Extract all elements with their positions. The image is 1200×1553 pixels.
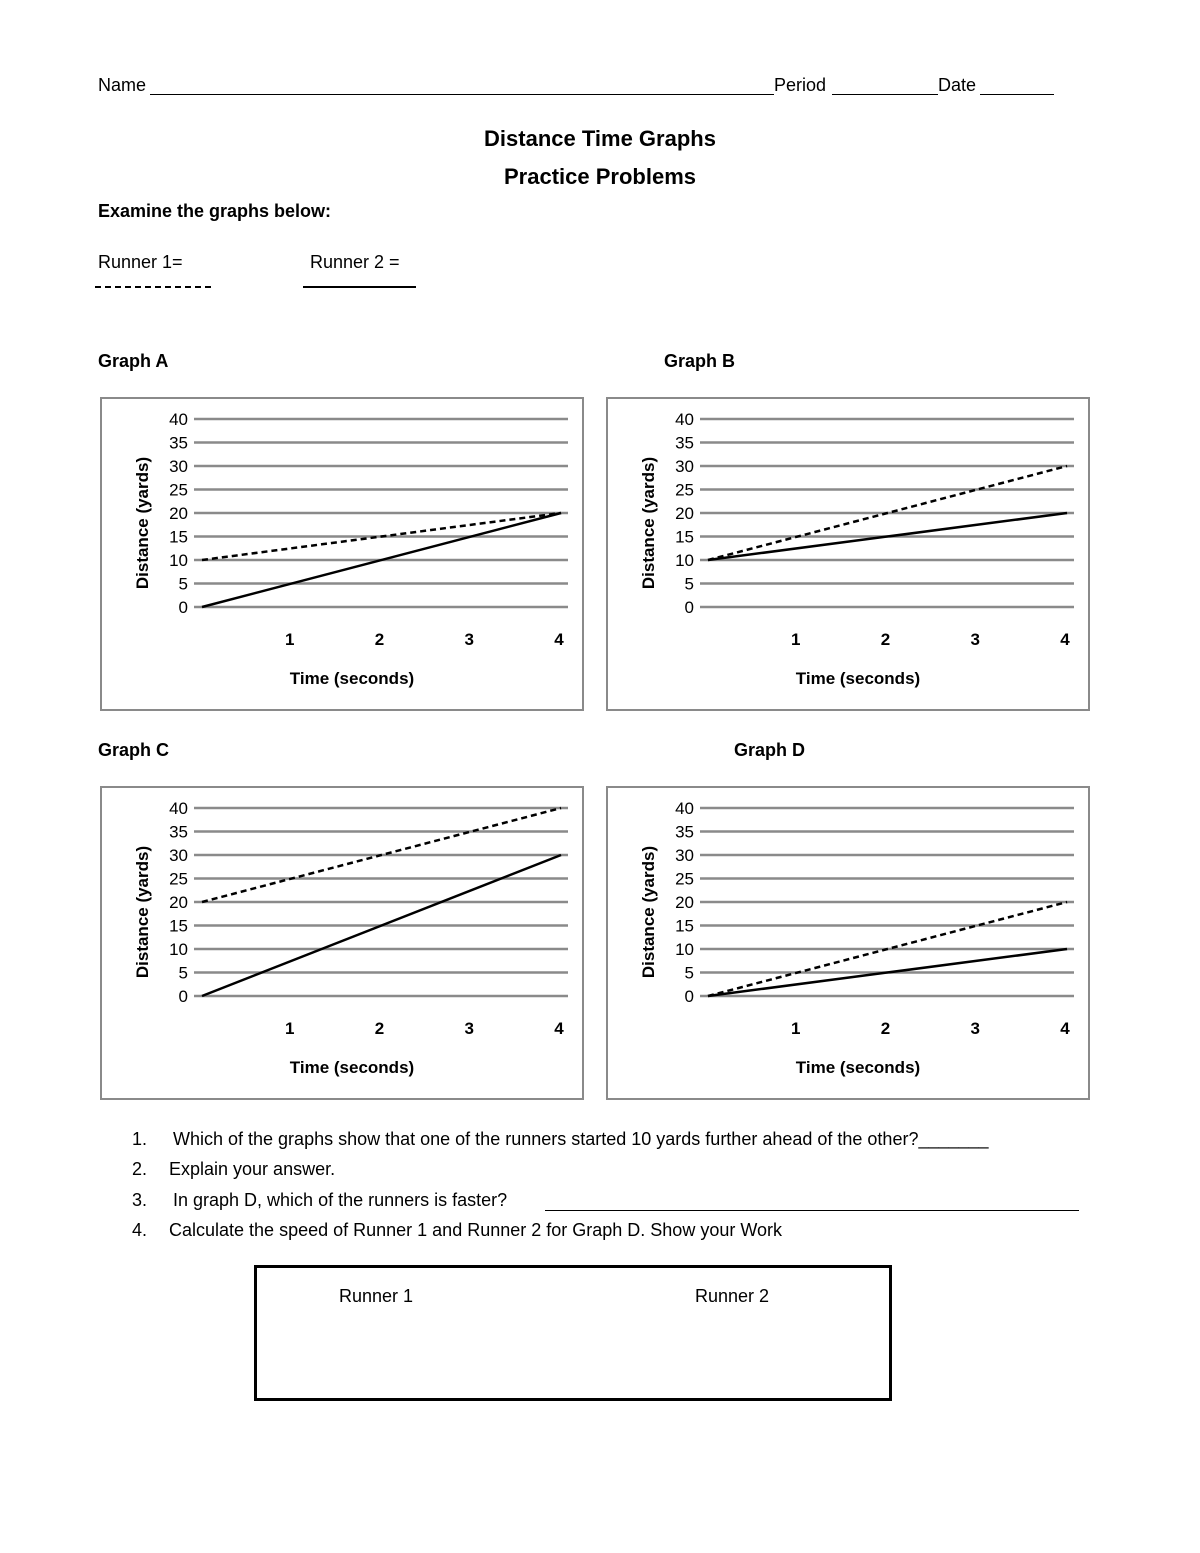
y-tick-label: 35 [675, 433, 694, 453]
page-title: Distance Time Graphs [484, 126, 716, 151]
x-tick-label: 2 [880, 630, 891, 649]
y-tick-label: 30 [675, 846, 694, 865]
x-tick-label: 4 [1060, 1019, 1070, 1038]
instruction-text: Examine the graphs below: [98, 201, 332, 221]
legend-runner2-label: Runner 2 = [310, 252, 400, 272]
question-1-text: Which of the graphs show that one of the runners started 10 yards further ahead of the other?_______ [173, 1129, 989, 1149]
x-tick-label: 2 [374, 1019, 385, 1038]
page-subtitle: Practice Problems [504, 164, 696, 189]
y-tick-label: 25 [169, 869, 188, 889]
legend-solid-line [303, 286, 416, 288]
y-tick-label: 25 [675, 869, 694, 889]
question-3-number: 3. [132, 1190, 148, 1210]
date-label: Date [938, 75, 977, 95]
y-tick-label: 0 [684, 987, 694, 1006]
y-tick-label: 15 [675, 916, 694, 936]
y-tick-label: 15 [675, 527, 694, 547]
graph-a-svg [102, 399, 586, 713]
y-tick-label: 25 [169, 480, 188, 500]
x-tick-label: 3 [464, 630, 475, 649]
y-tick-label: 40 [675, 799, 694, 818]
question-3-text: In graph D, which of the runners is faster? [173, 1190, 508, 1210]
question-2-text: Explain your answer. [169, 1159, 336, 1179]
period-label: Period [774, 75, 827, 95]
x-tick-label: 4 [554, 1019, 564, 1038]
question-1-number: 1. [132, 1129, 148, 1149]
y-tick-label: 20 [169, 893, 188, 912]
x-axis-label: Time (seconds) [795, 1058, 921, 1077]
y-tick-label: 40 [169, 799, 188, 818]
y-tick-label: 0 [178, 987, 188, 1006]
y-tick-label: 40 [675, 410, 694, 429]
graph-d-svg [608, 788, 1092, 1102]
y-tick-label: 25 [675, 480, 694, 500]
y-tick-label: 40 [169, 410, 188, 429]
question-2-number: 2. [132, 1159, 148, 1179]
period-field-line[interactable] [832, 94, 938, 95]
x-tick-label: 3 [970, 630, 981, 649]
y-tick-label: 35 [675, 822, 694, 842]
x-tick-label: 3 [970, 1019, 981, 1038]
graph-a-chart [100, 397, 584, 711]
y-tick-label: 30 [675, 457, 694, 476]
legend-dashed-line [95, 286, 211, 288]
y-tick-label: 35 [169, 822, 188, 842]
x-axis-label: Time (seconds) [289, 669, 415, 688]
y-tick-label: 35 [169, 433, 188, 453]
graph-c-label: Graph C [98, 740, 170, 760]
y-tick-label: 0 [684, 598, 694, 617]
y-axis-label: Distance (yards) [133, 845, 152, 979]
x-tick-label: 4 [1060, 630, 1070, 649]
question-4-text: Calculate the speed of Runner 1 and Runner 2 for Graph D. Show your Work [169, 1220, 783, 1240]
x-tick-label: 1 [285, 1019, 295, 1038]
graph-b-chart [606, 397, 1090, 711]
y-tick-label: 20 [675, 893, 694, 912]
graph-c-svg [102, 788, 586, 1102]
y-tick-label: 5 [178, 574, 188, 594]
x-tick-label: 4 [554, 630, 564, 649]
y-tick-label: 10 [169, 940, 188, 959]
y-tick-label: 5 [684, 963, 694, 983]
graph-b-svg [608, 399, 1092, 713]
graph-d-label: Graph D [734, 740, 806, 760]
y-tick-label: 15 [169, 916, 188, 936]
x-tick-label: 3 [464, 1019, 475, 1038]
graph-a-label: Graph A [98, 351, 169, 371]
graph-d-chart [606, 786, 1090, 1100]
name-label: Name [98, 75, 147, 95]
y-tick-label: 30 [169, 457, 188, 476]
y-tick-label: 5 [178, 963, 188, 983]
y-tick-label: 10 [169, 551, 188, 570]
question-4-number: 4. [132, 1220, 148, 1240]
name-field-line[interactable] [150, 94, 774, 95]
graph-b-label: Graph B [664, 351, 736, 371]
answer-box-runner1-label: Runner 1 [339, 1286, 414, 1306]
x-tick-label: 2 [880, 1019, 891, 1038]
y-tick-label: 0 [178, 598, 188, 617]
y-tick-label: 15 [169, 527, 188, 547]
work-answer-box[interactable] [254, 1265, 892, 1401]
y-tick-label: 5 [684, 574, 694, 594]
date-field-line[interactable] [980, 94, 1054, 95]
question-3-answer-line[interactable] [545, 1210, 1079, 1211]
x-tick-label: 1 [791, 630, 801, 649]
legend-runner1-label: Runner 1= [98, 252, 183, 272]
y-axis-label: Distance (yards) [639, 456, 658, 590]
y-tick-label: 20 [675, 504, 694, 523]
y-axis-label: Distance (yards) [133, 456, 152, 590]
x-tick-label: 1 [285, 630, 295, 649]
answer-box-runner2-label: Runner 2 [695, 1286, 770, 1306]
x-tick-label: 2 [374, 630, 385, 649]
x-axis-label: Time (seconds) [795, 669, 921, 688]
y-tick-label: 10 [675, 940, 694, 959]
y-tick-label: 10 [675, 551, 694, 570]
y-tick-label: 20 [169, 504, 188, 523]
x-axis-label: Time (seconds) [289, 1058, 415, 1077]
y-tick-label: 30 [169, 846, 188, 865]
x-tick-label: 1 [791, 1019, 801, 1038]
y-axis-label: Distance (yards) [639, 845, 658, 979]
graph-c-chart [100, 786, 584, 1100]
